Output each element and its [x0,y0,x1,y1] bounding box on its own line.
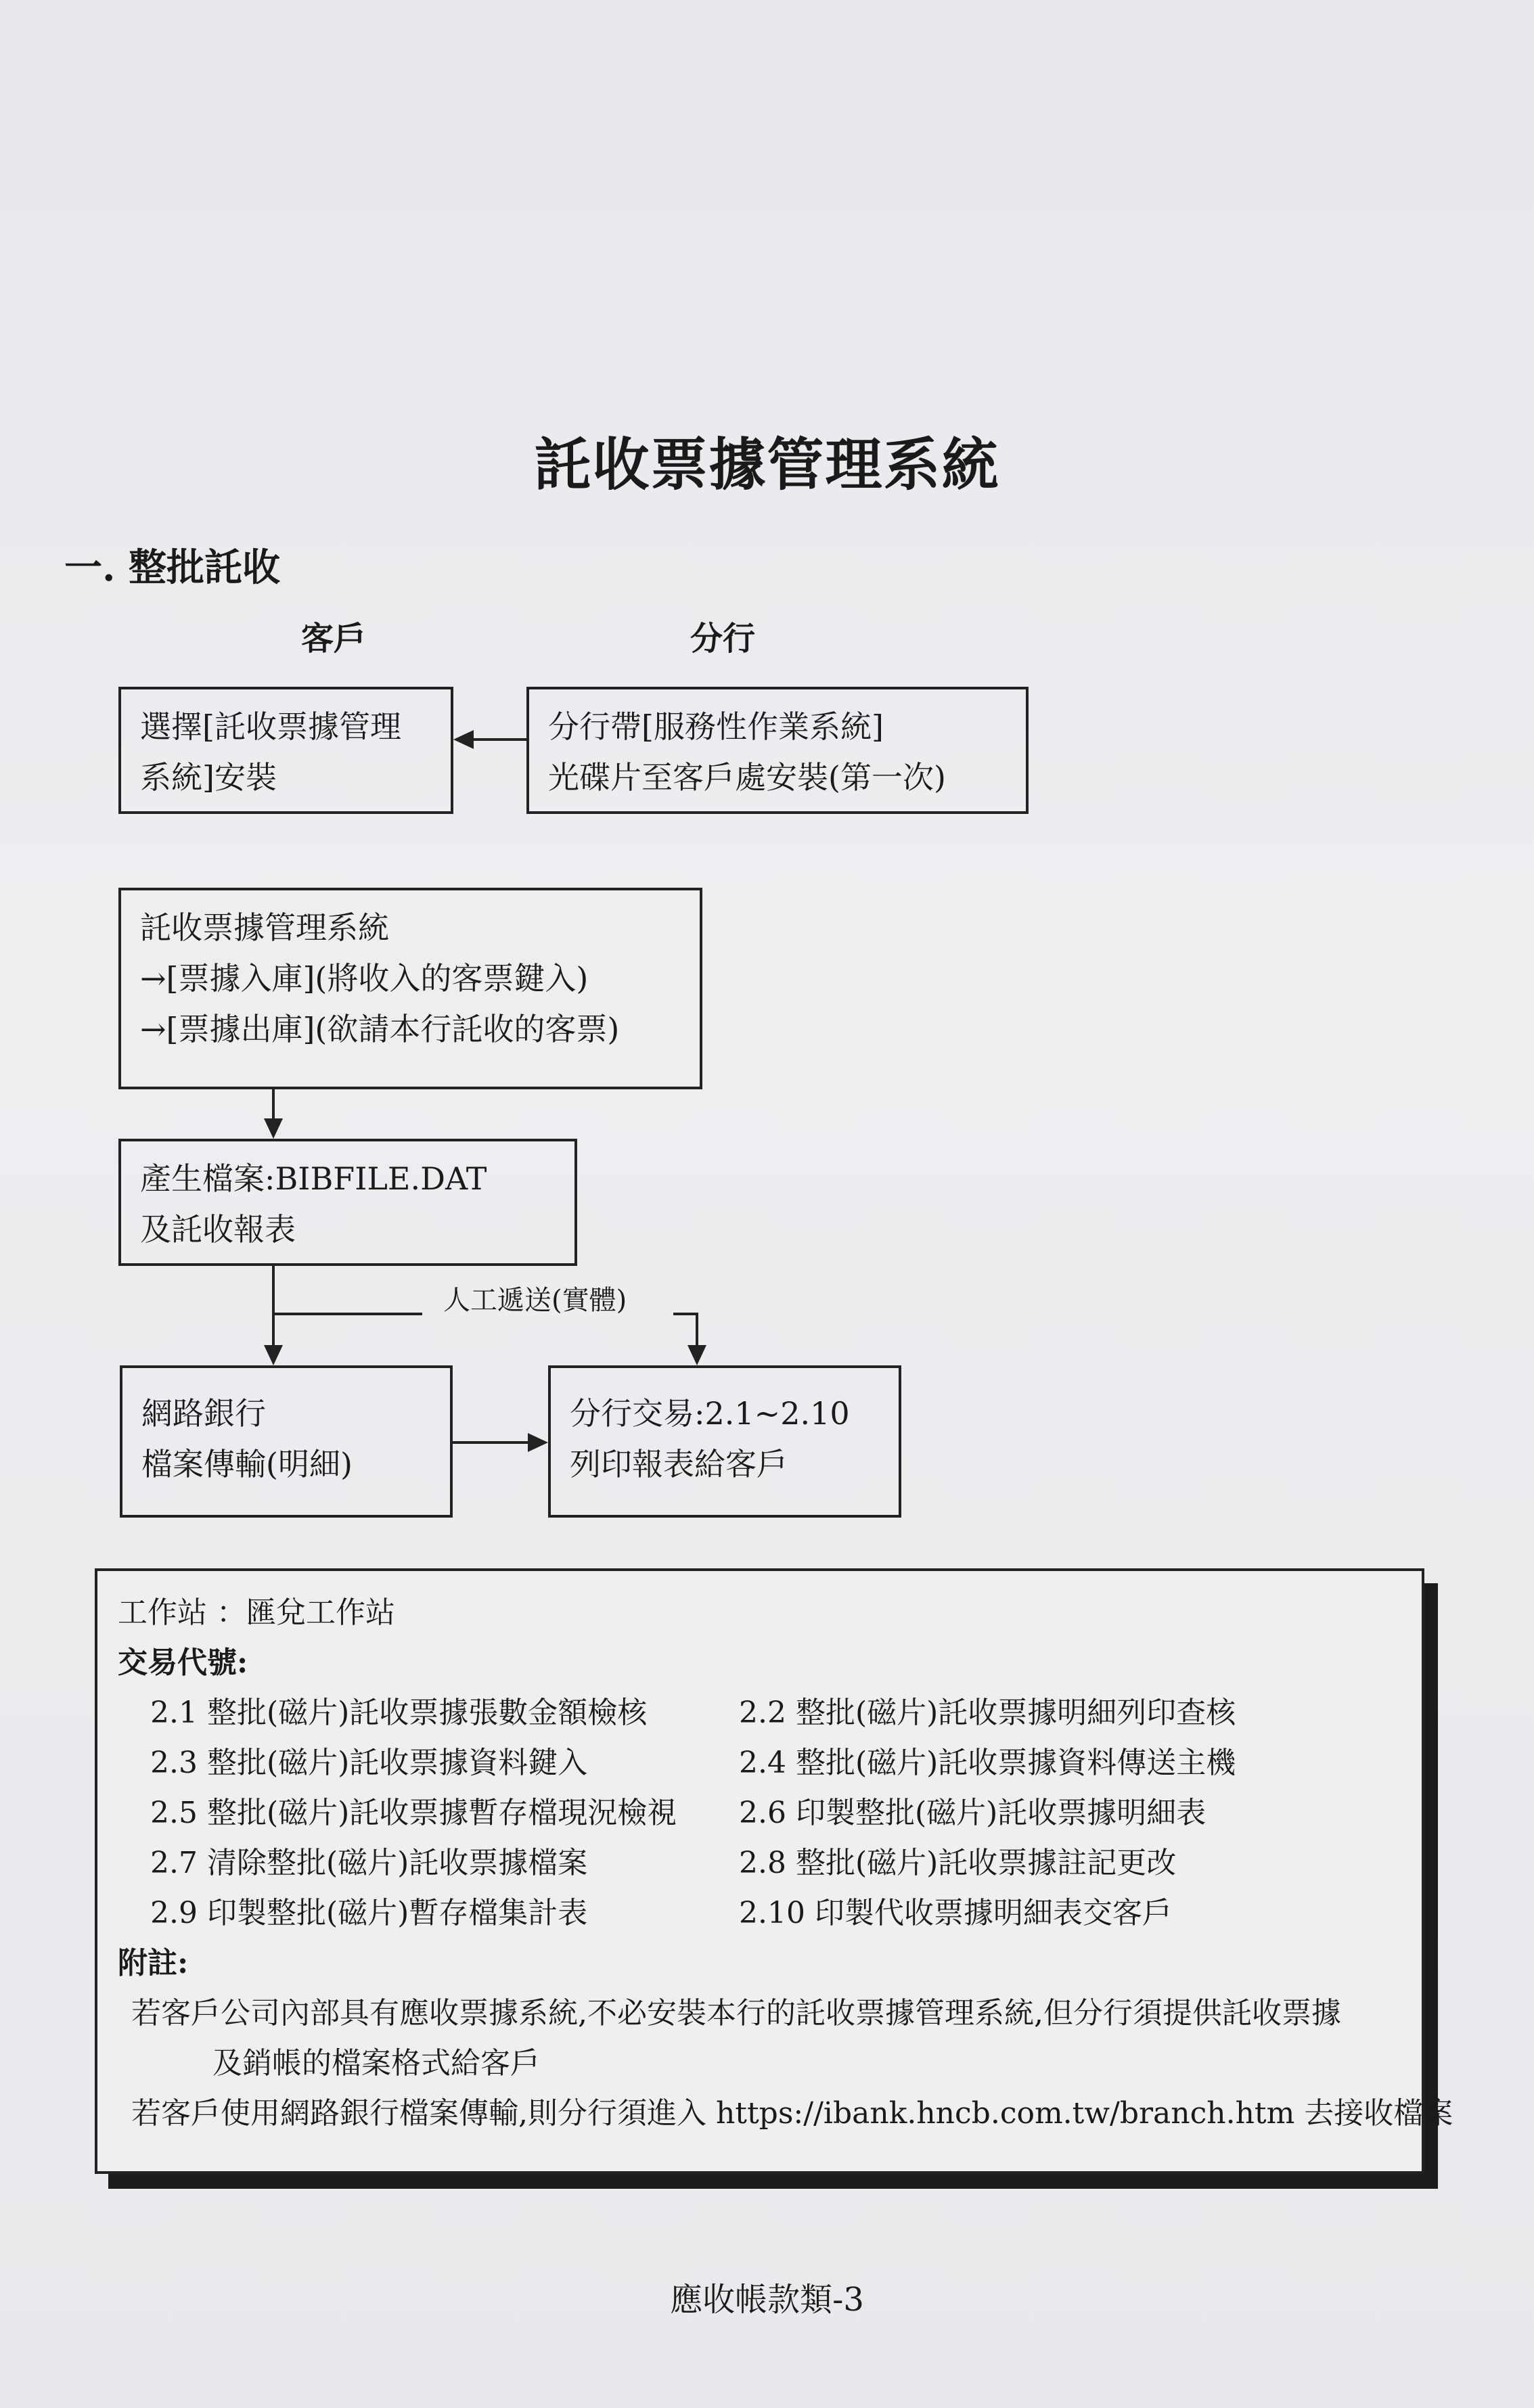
connector-line [272,1266,275,1345]
connector-line [272,1089,275,1118]
manual-delivery-label: 人工遞送(實體) [443,1285,627,1316]
notes-label: 附註: [118,1946,189,1980]
connector-line [453,1441,528,1444]
arrow-down-icon [687,1345,706,1365]
info-panel [95,1568,1453,2174]
connector-line [474,738,526,741]
workstation-label: 工作站 ：匯兌工作站 [118,1595,395,1630]
column-header-branch: 分行 [690,620,756,658]
transaction-item: 2.9 印製整批(磁片)暫存檔集計表 [150,1896,588,1930]
transaction-item: 2.6 印製整批(磁片)託收票據明細表 [739,1796,1206,1830]
page-footer: 應收帳款類-3 [670,2281,864,2319]
system-box [118,888,702,1089]
install-branch-box [526,687,1029,814]
note-text: 若客戶公司內部具有應收票據系統,不必安裝本行的託收票據管理系統,但分行須提供託收票據 [131,1996,1341,2030]
note-text: 若客戶使用網路銀行檔案傳輸,則分行須進入 https://ibank.hncb.com.tw/branch.htm 去接收檔案 [131,2096,1453,2131]
transaction-item: 2.10 印製代收票據明細表交客戶 [739,1896,1172,1930]
install-customer-box [118,687,453,814]
connector-line [696,1313,698,1345]
box-line: 分行交易:2.1~2.10 [570,1395,850,1432]
box-line: 產生檔案:BIBFILE.DAT [140,1160,487,1197]
arrow-down-icon [264,1118,283,1139]
transaction-item: 2.5 整批(磁片)託收票據暫存檔現況檢視 [150,1796,677,1830]
arrow-right-icon [528,1433,548,1452]
transaction-item: 2.8 整批(磁片)託收票據註記更改 [739,1846,1177,1880]
box-line: 分行帶[服務性作業系統] [548,708,884,745]
transaction-item: 2.2 整批(磁片)託收票據明細列印查核 [739,1696,1236,1730]
note-text: 及銷帳的檔案格式給客戶 [212,2046,540,2081]
connector-line [673,1313,697,1315]
transaction-item: 2.4 整批(磁片)託收票據資料傳送主機 [739,1746,1236,1780]
connector-line [273,1313,422,1315]
box-line: 及託收報表 [140,1211,296,1248]
page-title: 託收票據管理系統 [534,431,1000,498]
box-line: →[票據入庫](將收入的客票鍵入) [140,960,589,997]
column-header-customer: 客戶 [301,620,367,658]
transaction-code-label: 交易代號: [118,1645,248,1680]
branch-transaction-box [548,1365,901,1518]
section-heading: 一. 整批託收 [64,545,280,590]
transaction-item: 2.3 整批(磁片)託收票據資料鍵入 [150,1746,588,1780]
arrow-left-icon [453,730,474,749]
box-line: →[票據出庫](欲請本行託收的客票) [140,1011,620,1047]
box-line: 網路銀行 [141,1395,266,1432]
box-line: 檔案傳輸(明細) [141,1446,353,1482]
box-line: 系統]安裝 [140,759,277,796]
netbank-box [120,1365,453,1518]
transaction-item: 2.1 整批(磁片)託收票據張數金額檢核 [150,1696,648,1730]
arrow-down-icon [264,1345,283,1365]
transaction-list [118,1688,1401,1938]
file-output-box [118,1139,577,1266]
box-line: 光碟片至客戶處安裝(第一次) [548,759,946,796]
transaction-item: 2.7 清除整批(磁片)託收票據檔案 [150,1846,588,1880]
box-line: 託收票據管理系統 [140,909,389,946]
box-line: 選擇[託收票據管理 [140,708,401,745]
box-line: 列印報表給客戶 [570,1446,788,1482]
